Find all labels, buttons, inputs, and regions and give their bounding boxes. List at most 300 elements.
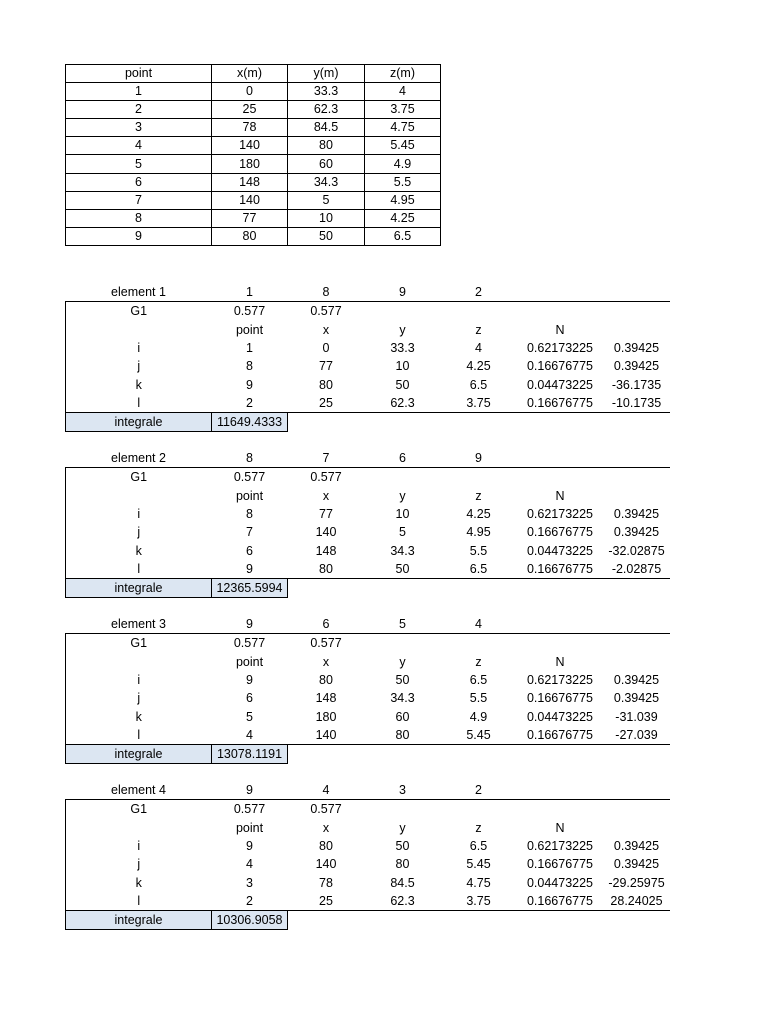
table-cell: -31.039: [615, 709, 658, 724]
table-cell: 50: [365, 560, 441, 579]
empty-cell: [604, 449, 670, 468]
table-cell: 80: [319, 839, 333, 854]
table-cell: 3: [66, 119, 212, 137]
node-number: 9: [212, 781, 288, 800]
empty-cell: [604, 579, 670, 598]
table-cell: 8: [66, 209, 212, 227]
table-cell: 25: [288, 892, 365, 911]
table-cell: 180: [315, 709, 337, 724]
table-cell: 0.39425: [613, 673, 660, 688]
header-cell: point: [66, 65, 212, 83]
table-cell: 5: [246, 709, 253, 724]
table-cell: 0.39425: [613, 839, 660, 854]
table-cell: 0.39425: [613, 525, 660, 540]
empty-cell: [604, 634, 670, 653]
node-number: 6: [365, 449, 441, 468]
table-row: [66, 209, 441, 227]
element-label: element 4: [66, 781, 212, 800]
g1-label: G1: [66, 468, 212, 487]
table-cell: 0.16676775: [517, 560, 604, 579]
table-cell: 10: [395, 359, 410, 374]
table-row: [66, 101, 441, 119]
empty-cell: [604, 321, 670, 339]
table-row: [66, 119, 441, 137]
table-cell: 0.04473225: [526, 377, 594, 392]
table-row: [66, 394, 670, 413]
table-cell: 6: [246, 543, 253, 558]
table-cell: i: [66, 671, 212, 689]
table-row: [66, 505, 670, 523]
empty-cell: [604, 781, 670, 800]
empty-cell: [441, 413, 517, 432]
table-cell: 10: [395, 507, 410, 522]
element-table: [65, 615, 670, 764]
empty-cell: [604, 800, 670, 819]
table-row: [66, 873, 670, 891]
table-cell: 4.25: [365, 209, 441, 227]
column-header: y: [399, 488, 406, 503]
element-table: [65, 449, 670, 598]
header-cell: z(m): [365, 65, 441, 83]
empty-cell: [365, 413, 441, 432]
table-cell: k: [66, 541, 212, 559]
column-header: x: [322, 488, 330, 503]
node-number: 9: [212, 615, 288, 634]
table-cell: 0.62173225: [526, 341, 594, 356]
table-cell: 6: [66, 173, 212, 191]
empty-cell: [517, 781, 604, 800]
column-header: x: [322, 820, 330, 835]
integrale-label: integrale: [66, 745, 212, 764]
table-cell: -29.25975: [608, 875, 665, 890]
table-cell: 9: [246, 673, 253, 688]
table-cell: 0.16676775: [526, 525, 594, 540]
table-cell: 0.16676775: [517, 892, 604, 911]
table-row: [66, 560, 670, 579]
empty-cell: [517, 615, 604, 634]
column-header: x: [322, 654, 330, 669]
table-row: [66, 689, 670, 707]
table-cell: 60: [395, 709, 410, 724]
table-cell: l: [66, 726, 212, 745]
points-table: [65, 64, 441, 246]
table-cell: 80: [319, 377, 333, 392]
table-cell: 0.39425: [613, 691, 660, 706]
table-cell: 80: [288, 560, 365, 579]
table-cell: 148: [315, 543, 337, 558]
table-cell: 0.16676775: [526, 359, 594, 374]
empty-cell: [66, 653, 212, 671]
empty-cell: [604, 745, 670, 764]
table-cell: 0: [212, 83, 288, 101]
table-cell: 5.5: [365, 173, 441, 191]
empty-cell: [517, 579, 604, 598]
table-cell: 62.3: [288, 101, 365, 119]
element-block-4: [65, 781, 669, 930]
column-header: x: [322, 322, 330, 337]
table-cell: 9: [246, 377, 253, 392]
integrale-value: 12365.5994: [212, 579, 288, 598]
table-cell: 80: [288, 137, 365, 155]
g1-value: 0.577: [310, 802, 342, 817]
empty-cell: [441, 579, 517, 598]
table-cell: 8: [246, 359, 253, 374]
element-header-row: [66, 449, 670, 468]
header-cell: y(m): [288, 65, 365, 83]
table-row: [66, 227, 441, 245]
g1-value: 0.577: [233, 636, 266, 651]
g1-value: 0.577: [233, 802, 266, 817]
table-cell: 5.5: [469, 543, 488, 558]
empty-cell: [441, 468, 517, 487]
empty-cell: [365, 634, 441, 653]
table-cell: 6.5: [469, 673, 488, 688]
element-block-1: [65, 283, 669, 432]
table-cell: 0.16676775: [517, 394, 604, 413]
table-cell: 4.25: [466, 507, 491, 522]
table-cell: i: [66, 837, 212, 855]
node-number: 9: [441, 449, 517, 468]
node-number: 6: [288, 615, 365, 634]
table-cell: 0.16676775: [517, 726, 604, 745]
table-cell: 5.45: [466, 857, 491, 872]
table-row: [66, 191, 441, 209]
empty-cell: [288, 745, 365, 764]
table-cell: l: [66, 394, 212, 413]
table-cell: 0.39425: [613, 507, 660, 522]
table-cell: 2: [212, 394, 288, 413]
g1-label: G1: [66, 634, 212, 653]
node-number: 2: [441, 283, 517, 302]
column-header-row: [66, 819, 670, 837]
empty-cell: [517, 302, 604, 321]
column-header: point: [235, 488, 264, 503]
table-cell: 4: [246, 857, 253, 872]
column-header: point: [235, 654, 264, 669]
empty-cell: [288, 579, 365, 598]
g1-label: G1: [66, 800, 212, 819]
empty-cell: [517, 800, 604, 819]
table-cell: i: [66, 505, 212, 523]
table-cell: 4.9: [469, 709, 488, 724]
node-number: 8: [288, 283, 365, 302]
integrale-value: 13078.1191: [212, 745, 288, 764]
table-cell: 5.45: [365, 137, 441, 155]
table-cell: 50: [395, 839, 410, 854]
table-row: [66, 855, 670, 873]
table-cell: 1: [246, 341, 253, 356]
table-cell: 2: [212, 892, 288, 911]
table-cell: 77: [319, 359, 333, 374]
empty-cell: [517, 745, 604, 764]
table-cell: 34.3: [390, 691, 415, 706]
column-header: z: [475, 488, 482, 503]
table-cell: 4: [365, 83, 441, 101]
element-label: element 3: [66, 615, 212, 634]
table-cell: 80: [212, 227, 288, 245]
table-cell: 0.04473225: [526, 709, 594, 724]
table-cell: k: [66, 873, 212, 891]
node-number: 4: [288, 781, 365, 800]
empty-cell: [365, 800, 441, 819]
empty-cell: [517, 413, 604, 432]
integrale-row: [66, 745, 670, 764]
g1-row: [66, 800, 670, 819]
table-row: [66, 83, 441, 101]
element-header-row: [66, 283, 670, 302]
table-cell: 0.39425: [613, 359, 660, 374]
table-cell: 7: [246, 525, 253, 540]
column-header: z: [475, 322, 482, 337]
table-cell: 28.24025: [604, 892, 670, 911]
table-cell: 0.62173225: [526, 507, 594, 522]
table-cell: 140: [315, 857, 337, 872]
table-cell: 5: [66, 155, 212, 173]
table-cell: k: [66, 375, 212, 393]
table-cell: 0.04473225: [526, 543, 594, 558]
empty-cell: [365, 911, 441, 930]
table-cell: 6.5: [441, 560, 517, 579]
table-cell: 140: [212, 137, 288, 155]
column-header: point: [235, 820, 264, 835]
empty-cell: [517, 468, 604, 487]
empty-cell: [604, 413, 670, 432]
g1-row: [66, 634, 670, 653]
empty-cell: [604, 819, 670, 837]
empty-cell: [365, 468, 441, 487]
table-cell: 9: [246, 839, 253, 854]
column-header: z: [475, 654, 482, 669]
column-header-row: [66, 653, 670, 671]
element-header-row: [66, 781, 670, 800]
table-cell: 4.9: [365, 155, 441, 173]
table-cell: 0.39425: [613, 341, 660, 356]
table-cell: 4.95: [466, 525, 491, 540]
column-header: y: [399, 820, 406, 835]
g1-row: [66, 302, 670, 321]
g1-row: [66, 468, 670, 487]
empty-cell: [66, 321, 212, 339]
empty-cell: [517, 449, 604, 468]
table-cell: -36.1735: [611, 377, 662, 392]
column-header: y: [399, 322, 406, 337]
g1-label: G1: [66, 302, 212, 321]
table-row: [66, 155, 441, 173]
g1-value: 0.577: [310, 470, 342, 485]
table-cell: 140: [315, 525, 337, 540]
table-row: [66, 726, 670, 745]
integrale-label: integrale: [66, 579, 212, 598]
node-number: 9: [365, 283, 441, 302]
g1-value: 0.577: [310, 304, 342, 319]
table-cell: 5.45: [441, 726, 517, 745]
table-cell: 78: [319, 875, 333, 890]
integrale-row: [66, 413, 670, 432]
table-cell: 50: [395, 377, 410, 392]
integrale-label: integrale: [66, 413, 212, 432]
column-header: point: [235, 322, 264, 337]
element-label: element 1: [66, 283, 212, 302]
column-header: N: [555, 488, 565, 503]
table-cell: 2: [66, 101, 212, 119]
node-number: 1: [212, 283, 288, 302]
element-table: [65, 781, 670, 930]
table-cell: 140: [288, 726, 365, 745]
table-cell: 33.3: [288, 83, 365, 101]
table-row: [66, 837, 670, 855]
node-number: 5: [365, 615, 441, 634]
table-cell: 6: [246, 691, 253, 706]
column-header: y: [399, 654, 406, 669]
table-cell: -32.02875: [608, 543, 665, 558]
table-cell: j: [66, 689, 212, 707]
table-row: [66, 892, 670, 911]
empty-cell: [441, 911, 517, 930]
node-number: 7: [288, 449, 365, 468]
table-cell: 4.75: [365, 119, 441, 137]
table-cell: 3.75: [365, 101, 441, 119]
table-cell: k: [66, 707, 212, 725]
table-cell: 25: [212, 101, 288, 119]
empty-cell: [288, 413, 365, 432]
table-cell: 4.75: [466, 875, 491, 890]
table-cell: 80: [395, 857, 410, 872]
table-cell: 148: [212, 173, 288, 191]
integrale-label: integrale: [66, 911, 212, 930]
table-cell: 9: [212, 560, 288, 579]
table-cell: 77: [319, 507, 333, 522]
table-cell: 4: [212, 726, 288, 745]
g1-value: 0.577: [233, 304, 266, 319]
table-cell: 4.95: [365, 191, 441, 209]
empty-cell: [604, 283, 670, 302]
table-cell: 62.3: [365, 892, 441, 911]
table-cell: 0.16676775: [526, 857, 594, 872]
node-number: 4: [441, 615, 517, 634]
table-cell: -27.039: [604, 726, 670, 745]
column-header: z: [475, 820, 482, 835]
table-cell: 4: [475, 341, 482, 356]
table-cell: 4: [66, 137, 212, 155]
table-cell: 10: [288, 209, 365, 227]
table-cell: l: [66, 892, 212, 911]
element-block-3: [65, 615, 669, 764]
integrale-row: [66, 579, 670, 598]
table-cell: 80: [365, 726, 441, 745]
table-cell: 78: [212, 119, 288, 137]
empty-cell: [365, 302, 441, 321]
table-cell: 0.62173225: [526, 839, 594, 854]
column-header-row: [66, 321, 670, 339]
integrale-row: [66, 911, 670, 930]
table-cell: -2.02875: [604, 560, 670, 579]
table-cell: 5.5: [469, 691, 488, 706]
table-cell: -10.1735: [604, 394, 670, 413]
empty-cell: [365, 579, 441, 598]
table-row: [66, 671, 670, 689]
table-cell: l: [66, 560, 212, 579]
table-cell: 1: [66, 83, 212, 101]
table-cell: 33.3: [390, 341, 415, 356]
table-cell: 6.5: [469, 839, 488, 854]
empty-cell: [604, 302, 670, 321]
empty-cell: [604, 487, 670, 505]
table-row: [66, 173, 441, 191]
integrale-value: 10306.9058: [212, 911, 288, 930]
table-row: [66, 357, 670, 375]
table-cell: 84.5: [288, 119, 365, 137]
table-cell: 80: [319, 673, 333, 688]
empty-cell: [441, 800, 517, 819]
table-cell: 7: [66, 191, 212, 209]
table-cell: 0.39425: [613, 857, 660, 872]
node-number: 2: [441, 781, 517, 800]
element-block-2: [65, 449, 669, 598]
header-cell: x(m): [212, 65, 288, 83]
table-cell: j: [66, 357, 212, 375]
table-cell: 6.5: [469, 377, 488, 392]
empty-cell: [604, 653, 670, 671]
element-label: element 2: [66, 449, 212, 468]
empty-cell: [66, 819, 212, 837]
table-cell: 0: [322, 341, 330, 356]
table-cell: 9: [66, 227, 212, 245]
table-cell: 34.3: [288, 173, 365, 191]
table-cell: 50: [395, 673, 410, 688]
g1-value: 0.577: [233, 470, 266, 485]
empty-cell: [517, 911, 604, 930]
empty-cell: [441, 302, 517, 321]
table-row: [66, 339, 670, 357]
column-header: N: [555, 820, 565, 835]
table-cell: i: [66, 339, 212, 357]
table-cell: 140: [212, 191, 288, 209]
empty-cell: [517, 283, 604, 302]
table-cell: 25: [288, 394, 365, 413]
empty-cell: [604, 911, 670, 930]
empty-cell: [441, 634, 517, 653]
table-header-row: [66, 65, 441, 83]
column-header-row: [66, 487, 670, 505]
empty-cell: [604, 615, 670, 634]
table-cell: 3.75: [441, 892, 517, 911]
table-row: [66, 523, 670, 541]
table-cell: 4.25: [466, 359, 491, 374]
table-row: [66, 137, 441, 155]
table-cell: 5: [288, 191, 365, 209]
table-cell: 84.5: [390, 875, 415, 890]
element-table: [65, 283, 670, 432]
table-row: [66, 375, 670, 393]
element-header-row: [66, 615, 670, 634]
table-cell: 50: [288, 227, 365, 245]
table-cell: 6.5: [365, 227, 441, 245]
integrale-value: 11649.4333: [212, 413, 288, 432]
column-header: N: [555, 322, 565, 337]
table-cell: 5: [399, 525, 406, 540]
table-cell: 0.62173225: [526, 673, 594, 688]
table-cell: 34.3: [390, 543, 415, 558]
points-table-body: [66, 65, 441, 246]
empty-cell: [517, 634, 604, 653]
table-row: [66, 541, 670, 559]
table-cell: 148: [315, 691, 337, 706]
table-cell: 3.75: [441, 394, 517, 413]
empty-cell: [604, 468, 670, 487]
table-cell: 0.16676775: [526, 691, 594, 706]
table-cell: j: [66, 855, 212, 873]
empty-cell: [365, 745, 441, 764]
